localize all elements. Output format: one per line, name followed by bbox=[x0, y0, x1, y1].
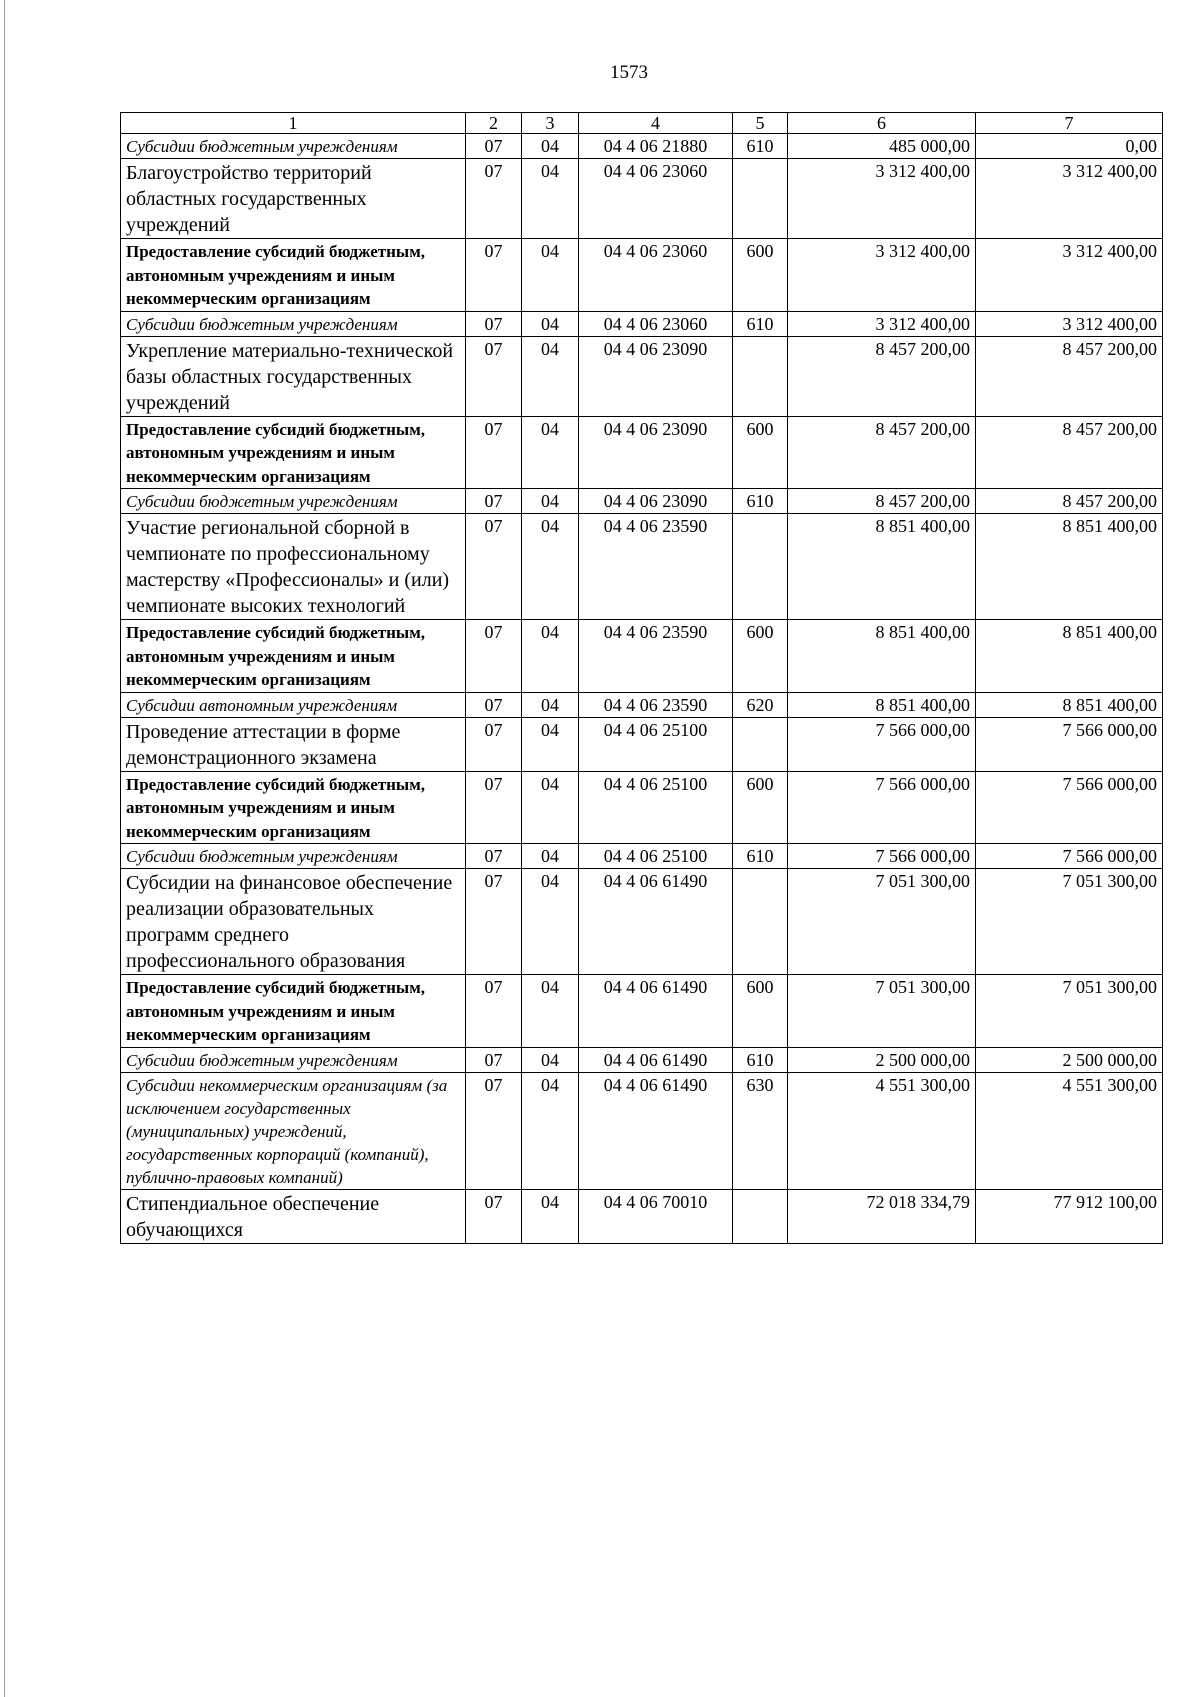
row-amount-col7: 3 312 400,00 bbox=[976, 311, 1163, 336]
row-expense-type-code: 630 bbox=[733, 1072, 788, 1189]
row-description: Субсидии автономным учреждениям bbox=[121, 692, 466, 717]
row-target-article-code: 04 4 06 61490 bbox=[579, 869, 733, 975]
table-header-row bbox=[121, 113, 1163, 134]
row-amount-col7: 3 312 400,00 bbox=[976, 159, 1163, 239]
row-subsection-code: 04 bbox=[522, 416, 579, 489]
row-subsection-code: 04 bbox=[522, 489, 579, 514]
row-description: Предоставление субсидий бюджетным, автономным учреждениям и иным некоммерческим организациям bbox=[121, 620, 466, 693]
row-expense-type-code: 610 bbox=[733, 311, 788, 336]
table-row bbox=[121, 692, 1163, 717]
row-subsection-code: 04 bbox=[522, 1047, 579, 1072]
row-amount-col6: 8 851 400,00 bbox=[788, 692, 976, 717]
row-amount-col6: 8 457 200,00 bbox=[788, 336, 976, 416]
row-amount-col7: 7 566 000,00 bbox=[976, 771, 1163, 844]
row-amount-col7: 4 551 300,00 bbox=[976, 1072, 1163, 1189]
row-description: Предоставление субсидий бюджетным, автономным учреждениям и иным некоммерческим организациям bbox=[121, 239, 466, 312]
header-cell: 4 bbox=[579, 113, 733, 134]
row-amount-col6: 2 500 000,00 bbox=[788, 1047, 976, 1072]
row-description: Субсидии бюджетным учреждениям bbox=[121, 844, 466, 869]
row-section-code: 07 bbox=[466, 844, 522, 869]
row-target-article-code: 04 4 06 23060 bbox=[579, 159, 733, 239]
header-cell: 3 bbox=[522, 113, 579, 134]
row-expense-type-code: 620 bbox=[733, 692, 788, 717]
header-cell: 6 bbox=[788, 113, 976, 134]
row-amount-col6: 7 566 000,00 bbox=[788, 844, 976, 869]
row-target-article-code: 04 4 06 61490 bbox=[579, 975, 733, 1048]
row-description: Субсидии бюджетным учреждениям bbox=[121, 1047, 466, 1072]
row-amount-col7: 8 457 200,00 bbox=[976, 336, 1163, 416]
row-amount-col7: 7 051 300,00 bbox=[976, 869, 1163, 975]
row-section-code: 07 bbox=[466, 869, 522, 975]
row-description: Укрепление материально-технической базы областных государственных учреждений bbox=[121, 336, 466, 416]
row-amount-col6: 8 851 400,00 bbox=[788, 620, 976, 693]
row-section-code: 07 bbox=[466, 717, 522, 771]
table-row bbox=[121, 869, 1163, 975]
row-expense-type-code: 610 bbox=[733, 489, 788, 514]
row-section-code: 07 bbox=[466, 620, 522, 693]
row-target-article-code: 04 4 06 25100 bbox=[579, 717, 733, 771]
row-amount-col6: 4 551 300,00 bbox=[788, 1072, 976, 1189]
row-amount-col6: 8 457 200,00 bbox=[788, 416, 976, 489]
row-description: Субсидии бюджетным учреждениям bbox=[121, 489, 466, 514]
row-target-article-code: 04 4 06 23060 bbox=[579, 239, 733, 312]
header-cell: 7 bbox=[976, 113, 1163, 134]
row-subsection-code: 04 bbox=[522, 1189, 579, 1243]
row-section-code: 07 bbox=[466, 692, 522, 717]
table-row bbox=[121, 134, 1163, 159]
row-section-code: 07 bbox=[466, 134, 522, 159]
row-target-article-code: 04 4 06 23090 bbox=[579, 489, 733, 514]
row-description: Участие региональной сборной в чемпионате по профессиональному мастерству «Профессионалы» и (или) чемпионате высоких технологий bbox=[121, 514, 466, 620]
row-expense-type-code bbox=[733, 717, 788, 771]
row-amount-col7: 0,00 bbox=[976, 134, 1163, 159]
row-amount-col6: 7 051 300,00 bbox=[788, 869, 976, 975]
scan-edge-line bbox=[4, 0, 5, 1697]
row-expense-type-code bbox=[733, 869, 788, 975]
row-amount-col6: 3 312 400,00 bbox=[788, 159, 976, 239]
header-cell: 5 bbox=[733, 113, 788, 134]
row-expense-type-code bbox=[733, 1189, 788, 1243]
table-row bbox=[121, 514, 1163, 620]
row-subsection-code: 04 bbox=[522, 134, 579, 159]
row-amount-col6: 3 312 400,00 bbox=[788, 311, 976, 336]
row-section-code: 07 bbox=[466, 489, 522, 514]
row-subsection-code: 04 bbox=[522, 620, 579, 693]
table-row bbox=[121, 1047, 1163, 1072]
table-row bbox=[121, 311, 1163, 336]
row-target-article-code: 04 4 06 21880 bbox=[579, 134, 733, 159]
row-amount-col7: 7 566 000,00 bbox=[976, 844, 1163, 869]
table-row bbox=[121, 1189, 1163, 1243]
row-amount-col6: 8 457 200,00 bbox=[788, 489, 976, 514]
row-amount-col7: 3 312 400,00 bbox=[976, 239, 1163, 312]
row-section-code: 07 bbox=[466, 1047, 522, 1072]
row-description: Субсидии некоммерческим организациям (за исключением государственных (муниципальных) учреждений, государственных корпораций (компаний), публично-правовых компаний) bbox=[121, 1072, 466, 1189]
row-subsection-code: 04 bbox=[522, 717, 579, 771]
row-expense-type-code: 600 bbox=[733, 239, 788, 312]
row-subsection-code: 04 bbox=[522, 1072, 579, 1189]
row-section-code: 07 bbox=[466, 311, 522, 336]
row-description: Благоустройство территорий областных государственных учреждений bbox=[121, 159, 466, 239]
row-subsection-code: 04 bbox=[522, 239, 579, 312]
row-target-article-code: 04 4 06 23590 bbox=[579, 514, 733, 620]
page-number: 1573 bbox=[610, 62, 648, 83]
row-section-code: 07 bbox=[466, 239, 522, 312]
row-subsection-code: 04 bbox=[522, 336, 579, 416]
table-row bbox=[121, 239, 1163, 312]
table-row bbox=[121, 844, 1163, 869]
row-section-code: 07 bbox=[466, 514, 522, 620]
row-section-code: 07 bbox=[466, 771, 522, 844]
row-expense-type-code bbox=[733, 336, 788, 416]
budget-table bbox=[120, 112, 1163, 1244]
row-amount-col7: 8 851 400,00 bbox=[976, 514, 1163, 620]
row-amount-col6: 3 312 400,00 bbox=[788, 239, 976, 312]
row-amount-col6: 7 566 000,00 bbox=[788, 717, 976, 771]
row-amount-col6: 72 018 334,79 bbox=[788, 1189, 976, 1243]
row-amount-col7: 8 457 200,00 bbox=[976, 416, 1163, 489]
row-section-code: 07 bbox=[466, 1189, 522, 1243]
row-target-article-code: 04 4 06 23590 bbox=[579, 692, 733, 717]
row-subsection-code: 04 bbox=[522, 514, 579, 620]
table-row bbox=[121, 489, 1163, 514]
row-description: Субсидии бюджетным учреждениям bbox=[121, 134, 466, 159]
row-amount-col7: 7 566 000,00 bbox=[976, 717, 1163, 771]
table-row bbox=[121, 717, 1163, 771]
row-expense-type-code bbox=[733, 159, 788, 239]
row-subsection-code: 04 bbox=[522, 311, 579, 336]
row-target-article-code: 04 4 06 23590 bbox=[579, 620, 733, 693]
row-description: Предоставление субсидий бюджетным, автономным учреждениям и иным некоммерческим организациям bbox=[121, 416, 466, 489]
row-expense-type-code: 610 bbox=[733, 844, 788, 869]
row-description: Стипендиальное обеспечение обучающихся bbox=[121, 1189, 466, 1243]
table-row bbox=[121, 975, 1163, 1048]
row-amount-col7: 7 051 300,00 bbox=[976, 975, 1163, 1048]
row-subsection-code: 04 bbox=[522, 869, 579, 975]
row-description: Предоставление субсидий бюджетным, автономным учреждениям и иным некоммерческим организациям bbox=[121, 975, 466, 1048]
row-section-code: 07 bbox=[466, 975, 522, 1048]
row-amount-col7: 77 912 100,00 bbox=[976, 1189, 1163, 1243]
table-row bbox=[121, 159, 1163, 239]
row-subsection-code: 04 bbox=[522, 159, 579, 239]
row-target-article-code: 04 4 06 23090 bbox=[579, 336, 733, 416]
row-subsection-code: 04 bbox=[522, 771, 579, 844]
row-expense-type-code: 600 bbox=[733, 771, 788, 844]
row-subsection-code: 04 bbox=[522, 975, 579, 1048]
row-expense-type-code: 600 bbox=[733, 416, 788, 489]
row-expense-type-code: 610 bbox=[733, 1047, 788, 1072]
row-subsection-code: 04 bbox=[522, 692, 579, 717]
row-target-article-code: 04 4 06 23060 bbox=[579, 311, 733, 336]
row-amount-col7: 2 500 000,00 bbox=[976, 1047, 1163, 1072]
row-expense-type-code: 600 bbox=[733, 975, 788, 1048]
row-description: Субсидии бюджетным учреждениям bbox=[121, 311, 466, 336]
row-expense-type-code: 610 bbox=[733, 134, 788, 159]
row-amount-col6: 7 566 000,00 bbox=[788, 771, 976, 844]
row-target-article-code: 04 4 06 25100 bbox=[579, 844, 733, 869]
row-target-article-code: 04 4 06 61490 bbox=[579, 1072, 733, 1189]
row-target-article-code: 04 4 06 25100 bbox=[579, 771, 733, 844]
table-row bbox=[121, 771, 1163, 844]
row-description: Субсидии на финансовое обеспечение реализации образовательных программ среднего профессионального образования bbox=[121, 869, 466, 975]
row-amount-col6: 485 000,00 bbox=[788, 134, 976, 159]
row-amount-col7: 8 457 200,00 bbox=[976, 489, 1163, 514]
row-section-code: 07 bbox=[466, 336, 522, 416]
table-row bbox=[121, 620, 1163, 693]
row-description: Предоставление субсидий бюджетным, автономным учреждениям и иным некоммерческим организациям bbox=[121, 771, 466, 844]
row-amount-col6: 7 051 300,00 bbox=[788, 975, 976, 1048]
row-section-code: 07 bbox=[466, 416, 522, 489]
row-target-article-code: 04 4 06 23090 bbox=[579, 416, 733, 489]
row-expense-type-code: 600 bbox=[733, 620, 788, 693]
table-row bbox=[121, 336, 1163, 416]
row-expense-type-code bbox=[733, 514, 788, 620]
row-section-code: 07 bbox=[466, 1072, 522, 1189]
table-row bbox=[121, 416, 1163, 489]
row-amount-col7: 8 851 400,00 bbox=[976, 620, 1163, 693]
row-amount-col6: 8 851 400,00 bbox=[788, 514, 976, 620]
row-subsection-code: 04 bbox=[522, 844, 579, 869]
header-cell: 2 bbox=[466, 113, 522, 134]
row-section-code: 07 bbox=[466, 159, 522, 239]
header-cell: 1 bbox=[121, 113, 466, 134]
row-target-article-code: 04 4 06 61490 bbox=[579, 1047, 733, 1072]
row-amount-col7: 8 851 400,00 bbox=[976, 692, 1163, 717]
table-row bbox=[121, 1072, 1163, 1189]
row-target-article-code: 04 4 06 70010 bbox=[579, 1189, 733, 1243]
row-description: Проведение аттестации в форме демонстрационного экзамена bbox=[121, 717, 466, 771]
